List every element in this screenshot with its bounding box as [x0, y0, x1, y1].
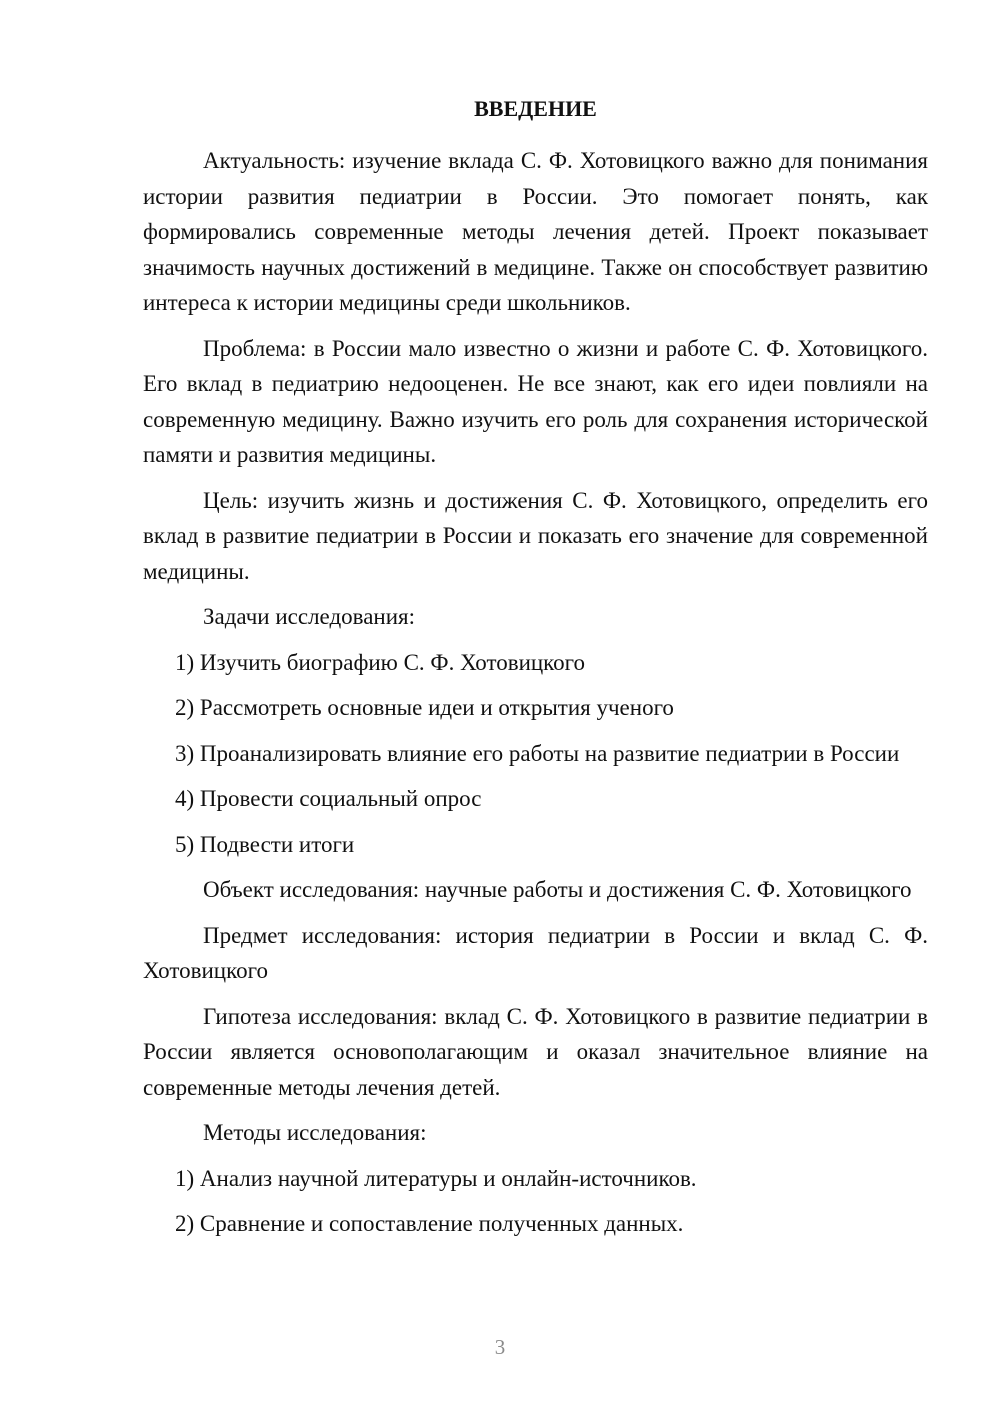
- hypothesis-paragraph: Гипотеза исследования: вклад С. Ф. Хотовицкого в развитие педиатрии в России является основополагающим и оказал значительное влияние на современные методы лечения детей.: [143, 1003, 928, 1100]
- page-number: 3: [494, 1335, 506, 1359]
- problem-paragraph: Проблема: в России мало известно о жизни и работе С. Ф. Хотовицкого. Его вклад в педиатрию недооценен. Не все знают, как его идеи повлияли на современную медицину. Важно изучить его роль для сохранения исторической памяти и развития медицины.: [143, 335, 928, 467]
- subject-paragraph: Предмет исследования: история педиатрии в России и вклад С. Ф. Хотовицкого: [143, 922, 928, 983]
- methods-heading: Методы исследования:: [203, 1120, 427, 1145]
- task-item: 5) Подвести итоги: [175, 831, 355, 857]
- task-item: 4) Провести социальный опрос: [175, 786, 482, 811]
- method-item: 1) Анализ научной литературы и онлайн-источников.: [175, 1165, 697, 1191]
- task-item: 2) Рассмотреть основные идеи и открытия ученого: [175, 695, 674, 720]
- object-paragraph: Объект исследования: научные работы и достижения С. Ф. Хотовицкого: [203, 877, 912, 902]
- relevance-paragraph: Актуальность: изучение вклада С. Ф. Хотовицкого важно для понимания истории развития педиатрии в России. Это помогает понять, как формировались современные методы лечения детей. Проект показывает значимость научных достижений в медицине. Также он способствует развитию интереса к истории медицины среди школьников.: [143, 148, 928, 315]
- goal-paragraph: Цель: изучить жизнь и достижения С. Ф. Хотовицкого, определить его вклад в развитие педиатрии в России и показать его значение для современной медицины.: [143, 487, 928, 584]
- document-page: [143, 94, 928, 1252]
- tasks-heading: Задачи исследования:: [203, 604, 416, 629]
- task-item: 1) Изучить биографию С. Ф. Хотовицкого: [175, 649, 586, 675]
- section-title: ВВЕДЕНИЕ: [474, 96, 597, 121]
- task-item: 3) Проанализировать влияние его работы на развитие педиатрии в России: [175, 740, 900, 766]
- method-item: 2) Сравнение и сопоставление полученных данных.: [175, 1211, 684, 1236]
